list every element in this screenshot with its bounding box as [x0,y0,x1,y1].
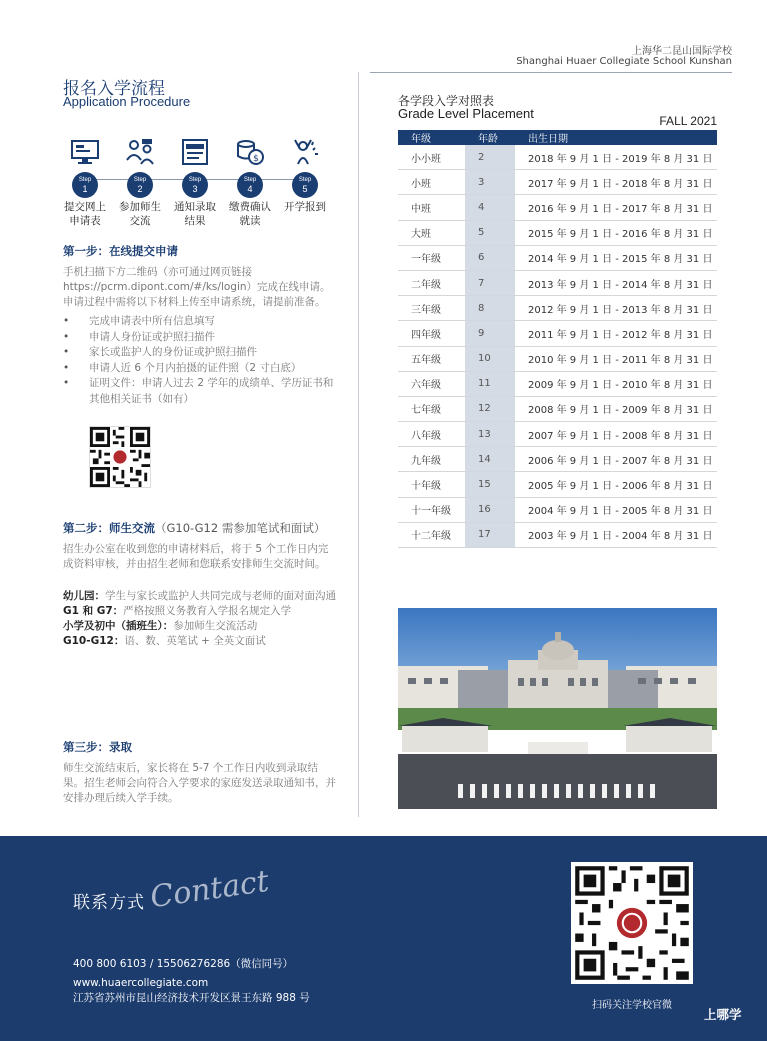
step-label: 结果 [184,215,206,227]
birthdate-cell: 2016 年 9 月 1 日 - 2017 年 8 月 31 日 [515,195,717,220]
contact-address: 江苏省苏州市昆山经济技术开发区景王东路 988 号 [73,992,310,1004]
procedure-title-cn: 报名入学流程 [63,79,165,99]
grade-cell: 三年级 [398,296,465,321]
birthdate-cell: 2011 年 9 月 1 日 - 2012 年 8 月 31 日 [515,321,717,346]
step-label: 就读 [239,215,261,227]
grade-cell: 八年级 [398,422,465,447]
people-talk-icon [124,136,156,168]
school-name-en: Shanghai Huaer Collegiate School Kunshan [516,56,732,67]
birthdate-cell: 2005 年 9 月 1 日 - 2006 年 8 月 31 日 [515,472,717,497]
detail-line: 幼儿园：学生与家长或监护人共同完成与老师的面对面沟通 [63,590,336,602]
table-row [398,472,717,497]
grade-cell: 五年级 [398,346,465,371]
age-cell: 3 [465,170,515,195]
grade-cell: 十一年级 [398,497,465,522]
grade-cell: 十二年级 [398,522,465,547]
grade-cell: 一年级 [398,245,465,270]
placement-title-cn: 各学段入学对照表 [398,94,495,108]
birthdate-cell: 2018 年 9 月 1 日 - 2019 年 8 月 31 日 [515,145,717,170]
table-row [398,195,717,220]
grade-placement-table [398,130,717,548]
table-row [398,170,717,195]
detail-line: G1 和 G7：严格按照义务教育入学报名规定入学 [63,605,292,617]
wechat-qr-code[interactable] [571,862,693,984]
birthdate-cell: 2006 年 9 月 1 日 - 2007 年 8 月 31 日 [515,447,717,472]
age-cell: 15 [465,472,515,497]
brand-logo: 上哪学 [704,1007,742,1022]
step3-title: 第三步：录取 [63,740,132,754]
birthdate-cell: 2017 年 9 月 1 日 - 2018 年 8 月 31 日 [515,170,717,195]
column-header-grade: 年级 [398,130,465,145]
procedure-title-en: Application Procedure [63,94,191,109]
birthdate-cell: 2014 年 9 月 1 日 - 2015 年 8 月 31 日 [515,245,717,270]
table-row [398,145,717,170]
step-label: 缴费确认 [229,201,271,213]
list-item: • 家长或监护人的身份证或护照扫描件 [63,345,338,361]
table-row [398,447,717,472]
birthdate-cell: 2012 年 9 月 1 日 - 2013 年 8 月 31 日 [515,296,717,321]
table-row [398,522,717,547]
detail-line: 小学及初中（插班生）：参加师生交流活动 [63,620,258,632]
placement-term: FALL 2021 [659,114,717,128]
step-label: 交流 [129,215,151,227]
table-row [398,422,717,447]
step2-title: 第二步：师生交流（G10-G12 需参加笔试和面试） [63,521,326,535]
age-cell: 11 [465,371,515,396]
column-header-age: 年龄 [465,130,515,145]
step-3 [167,136,223,228]
table-row [398,346,717,371]
step2-intro: 招生办公室在收到您的申请材料后，将于 5 个工作日内完成资料审核，并由招生老师和您联系安排师生交流时间。 [63,543,329,570]
list-item: • 完成申请表中所有信息填写 [63,314,338,330]
application-qr-code[interactable] [89,426,151,488]
table-row [398,497,717,522]
grade-cell: 六年级 [398,371,465,396]
grade-cell: 小班 [398,170,465,195]
age-cell: 4 [465,195,515,220]
list-item: • 申请人身份证或护照扫描件 [63,330,338,346]
qr-caption: 扫码关注学校官微 [592,1000,672,1011]
contact-phone[interactable]: 400 800 6103 / 15506276286（微信同号） [73,958,294,970]
list-item: • 证明文件：申请人过去 2 学年的成绩单、学历证书和其他相关证书（如有） [63,376,338,407]
age-cell: 17 [465,522,515,547]
grade-cell: 九年级 [398,447,465,472]
step-label: 申请表 [69,215,101,227]
placement-title-en: Grade Level Placement [398,106,534,121]
step-2 [112,136,168,228]
campus-photo [398,608,717,809]
table-row [398,270,717,295]
table-row [398,245,717,270]
grade-cell: 十年级 [398,472,465,497]
birthdate-cell: 2004 年 9 月 1 日 - 2005 年 8 月 31 日 [515,497,717,522]
grade-cell: 中班 [398,195,465,220]
birthdate-cell: 2007 年 9 月 1 日 - 2008 年 8 月 31 日 [515,422,717,447]
step2-details [63,589,338,649]
step-label: 通知录取 [174,201,216,213]
step-badge: Step 3 [182,172,208,198]
step-label: 参加师生 [119,201,161,213]
age-cell: 14 [465,447,515,472]
list-item: • 申请人近 6 个月内拍摄的证件照（2 寸白底） [63,361,338,377]
step-5 [277,136,333,214]
step1-title: 第一步：在线提交申请 [63,244,178,258]
step-badge: Step 5 [292,172,318,198]
age-cell: 5 [465,220,515,245]
age-cell: 7 [465,270,515,295]
table-header-row [398,130,717,145]
table-row [398,371,717,396]
birthdate-cell: 2008 年 9 月 1 日 - 2009 年 8 月 31 日 [515,396,717,421]
age-cell: 2 [465,145,515,170]
contact-title: 联系方式 [73,893,145,913]
grade-cell: 七年级 [398,396,465,421]
contact-script-title: Contact [148,863,271,916]
header-rule [370,72,732,73]
birthdate-cell: 2009 年 9 月 1 日 - 2010 年 8 月 31 日 [515,371,717,396]
grade-cell: 二年级 [398,270,465,295]
offer-letter-icon [179,136,211,168]
svg-text:$: $ [253,154,259,164]
step-label: 提交网上 [64,201,106,213]
birthdate-cell: 2015 年 9 月 1 日 - 2016 年 8 月 31 日 [515,220,717,245]
step3-text: 师生交流结束后，家长将在 5-7 个工作日内收到录取结果。招生老师会向符合入学要求的家庭发送录取通知书，并安排办理后续入学手续。 [63,762,336,804]
birthdate-cell: 2010 年 9 月 1 日 - 2011 年 8 月 31 日 [515,346,717,371]
birthdate-cell: 2003 年 9 月 1 日 - 2004 年 8 月 31 日 [515,522,717,547]
grade-cell: 小小班 [398,145,465,170]
step-badge: Step 4 [237,172,263,198]
step-label: 开学报到 [284,201,326,213]
step-badge: Step 1 [72,172,98,198]
step2-title-note: （G10-G12 需参加笔试和面试） [155,521,326,535]
birthdate-cell: 2013 年 9 月 1 日 - 2014 年 8 月 31 日 [515,270,717,295]
age-cell: 6 [465,245,515,270]
table-row [398,220,717,245]
school-name-cn: 上海华二昆山国际学校 [632,46,732,57]
table-row [398,396,717,421]
step1-materials-list [63,314,338,407]
age-cell: 10 [465,346,515,371]
step1-intro: 手机扫描下方二维码（亦可通过网页链接 https://pcrm.dipont.com/#/ks/login）完成在线申请。申请过程中需将以下材料上传至申请系统，请提前准备。 [63,266,331,308]
age-cell: 16 [465,497,515,522]
step-badge: Step 2 [127,172,153,198]
contact-website[interactable]: www.huaercollegiate.com [73,977,209,989]
table-row [398,321,717,346]
step-4 [222,136,278,228]
celebrate-icon [289,136,321,168]
age-cell: 13 [465,422,515,447]
age-cell: 9 [465,321,515,346]
coins-icon [234,136,266,168]
detail-line: G10-G12：语、数、英笔试 + 全英文面试 [63,635,266,647]
column-header-birthdate: 出生日期 [515,130,717,145]
age-cell: 12 [465,396,515,421]
step-1 [57,136,113,228]
grade-cell: 大班 [398,220,465,245]
table-row [398,296,717,321]
column-divider [358,72,359,817]
computer-icon [69,136,101,168]
grade-cell: 四年级 [398,321,465,346]
age-cell: 8 [465,296,515,321]
